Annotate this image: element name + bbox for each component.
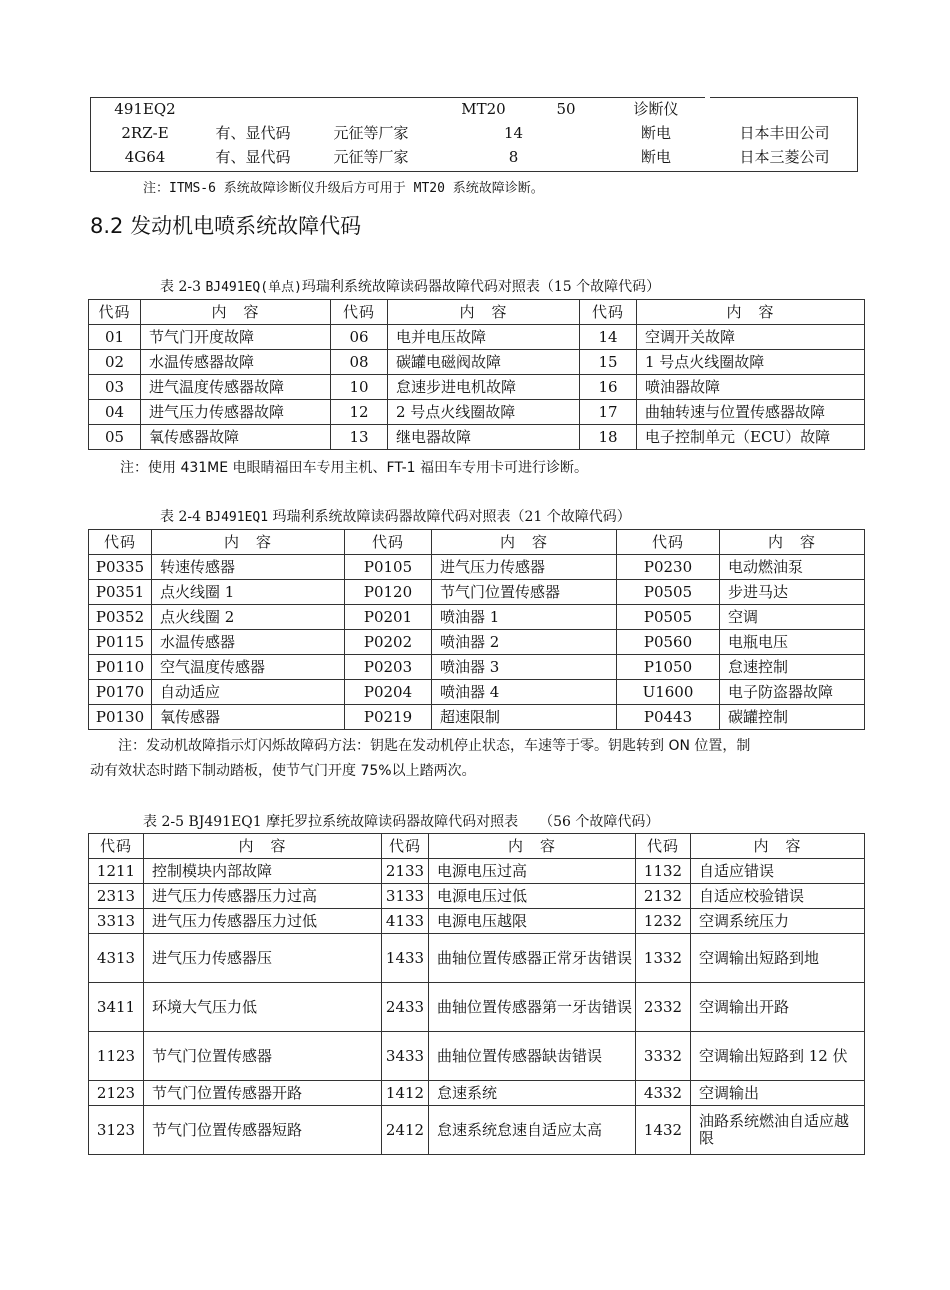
description-cell: 空调输出开路 xyxy=(691,983,865,1032)
table-row xyxy=(89,909,865,934)
cell: 诊断仪 xyxy=(633,99,679,118)
code-cell: P0560 xyxy=(617,630,720,655)
caption-title: 摩托罗拉系统故障读码器故障代码对照表 （56 个故障代码） xyxy=(261,814,660,830)
table-row xyxy=(89,1106,865,1155)
note-line: 注：发动机故障指示灯闪烁故障码方法：钥匙在发动机停止状态，车速等于零。钥匙转到 ON 位置，制 xyxy=(118,738,751,754)
description-cell: 空调 xyxy=(720,605,865,630)
code-cell: P0203 xyxy=(345,655,432,680)
description-cell: 怠速控制 xyxy=(720,655,865,680)
caption-model: BJ491EQ1 xyxy=(205,510,269,525)
code-cell: P1050 xyxy=(617,655,720,680)
description-cell: 空调开关故障 xyxy=(637,325,865,350)
cell xyxy=(306,97,436,121)
caption-prefix: 表 2-4 xyxy=(160,509,206,525)
code-cell: 1433 xyxy=(382,934,429,983)
table-note: 注：使用 431ME 电眼睛福田车专用主机、FT-1 福田车专用卡可进行诊断。 xyxy=(120,460,589,476)
description-cell: 空调输出短路到地 xyxy=(691,934,865,983)
table-row xyxy=(89,400,865,425)
table-row xyxy=(89,983,865,1032)
fault-code-table-2-5 xyxy=(88,833,865,1155)
cell xyxy=(200,97,306,121)
description-cell: 节气门位置传感器 xyxy=(144,1032,382,1081)
description-cell: 节气门位置传感器短路 xyxy=(144,1106,382,1155)
code-cell: 01 xyxy=(89,325,141,350)
cell xyxy=(531,121,601,145)
code-cell: 2412 xyxy=(382,1106,429,1155)
code-cell: P0443 xyxy=(617,705,720,730)
description-cell: 怠速系统怠速自适应太高 xyxy=(429,1106,636,1155)
description-cell: 空调系统压力 xyxy=(691,909,865,934)
column-header: 内 容 xyxy=(637,300,865,325)
code-cell: 18 xyxy=(580,425,637,450)
description-cell: 电子控制单元（ECU）故障 xyxy=(637,425,865,450)
cell: 50 xyxy=(556,99,576,118)
description-cell: 喷油器 1 xyxy=(432,605,617,630)
description-cell: 曲轴位置传感器缺齿错误 xyxy=(429,1032,636,1081)
column-header: 内 容 xyxy=(432,530,617,555)
description-cell: 进气压力传感器故障 xyxy=(141,400,331,425)
table-row xyxy=(89,680,865,705)
code-cell: 14 xyxy=(580,325,637,350)
cell: 日本三菱公司 xyxy=(739,147,830,166)
table-row xyxy=(89,884,865,909)
table-caption xyxy=(160,276,660,296)
code-cell: 3133 xyxy=(382,884,429,909)
code-cell: 1211 xyxy=(89,859,144,884)
column-header: 内 容 xyxy=(141,300,331,325)
code-cell: P0219 xyxy=(345,705,432,730)
cell: 14 xyxy=(503,123,524,142)
column-header: 代码 xyxy=(345,530,432,555)
column-header: 代码 xyxy=(580,300,637,325)
section-heading: 8.2 发动机电喷系统故障代码 xyxy=(90,214,362,238)
cell: 元征等厂家 xyxy=(333,123,409,142)
description-cell: 步进马达 xyxy=(720,580,865,605)
cell: MT20 xyxy=(461,99,506,118)
code-cell: 1232 xyxy=(636,909,691,934)
description-cell: 碳罐控制 xyxy=(720,705,865,730)
description-cell: 水温传感器故障 xyxy=(141,350,331,375)
code-cell: 3411 xyxy=(89,983,144,1032)
cell: 有、显代码 xyxy=(215,147,291,166)
description-cell: 自动适应 xyxy=(152,680,345,705)
code-cell: 1123 xyxy=(89,1032,144,1081)
code-cell: P0120 xyxy=(345,580,432,605)
code-cell: 2313 xyxy=(89,884,144,909)
column-header: 代码 xyxy=(89,834,144,859)
code-cell: 4313 xyxy=(89,934,144,983)
code-cell: 03 xyxy=(89,375,141,400)
table-note xyxy=(90,734,860,784)
description-cell: 1 号点火线圈故障 xyxy=(637,350,865,375)
description-cell: 控制模块内部故障 xyxy=(144,859,382,884)
description-cell: 电动燃油泵 xyxy=(720,555,865,580)
code-cell: 1132 xyxy=(636,859,691,884)
cell: 4G64 xyxy=(124,147,166,166)
cell: 491EQ2 xyxy=(114,99,176,118)
description-cell: 电源电压越限 xyxy=(429,909,636,934)
code-cell: P0335 xyxy=(89,555,152,580)
table-row xyxy=(90,121,858,145)
code-cell: P0204 xyxy=(345,680,432,705)
description-cell: 曲轴位置传感器第一牙齿错误 xyxy=(429,983,636,1032)
code-cell: 05 xyxy=(89,425,141,450)
caption-title: 玛瑞利系统故障读码器故障代码对照表（21 个故障代码） xyxy=(268,509,631,525)
table-header-row xyxy=(89,300,865,325)
code-cell: 2133 xyxy=(382,859,429,884)
description-cell: 怠速步进电机故障 xyxy=(388,375,580,400)
engine-diagnosis-table-fragment xyxy=(90,97,858,169)
cell xyxy=(711,97,858,121)
description-cell: 电源电压过低 xyxy=(429,884,636,909)
description-cell: 进气压力传感器压 xyxy=(144,934,382,983)
code-cell: P0170 xyxy=(89,680,152,705)
code-cell: 4133 xyxy=(382,909,429,934)
code-cell: P0115 xyxy=(89,630,152,655)
table-row xyxy=(89,580,865,605)
fault-code-table-2-3 xyxy=(88,299,865,450)
cell: 2RZ-E xyxy=(121,123,169,142)
column-header: 内 容 xyxy=(429,834,636,859)
code-cell: P0505 xyxy=(617,580,720,605)
code-cell: 3123 xyxy=(89,1106,144,1155)
description-cell: 空调输出短路到 12 伏 xyxy=(691,1032,865,1081)
code-cell: 3332 xyxy=(636,1032,691,1081)
description-cell: 自适应错误 xyxy=(691,859,865,884)
code-cell: P0130 xyxy=(89,705,152,730)
table-row xyxy=(89,859,865,884)
cell: 元征等厂家 xyxy=(333,147,409,166)
table-row xyxy=(89,555,865,580)
column-header: 代码 xyxy=(331,300,388,325)
table-caption xyxy=(143,811,659,831)
table-row xyxy=(89,934,865,983)
description-cell: 喷油器 4 xyxy=(432,680,617,705)
cell: 日本丰田公司 xyxy=(739,123,830,142)
description-cell: 氧传感器 xyxy=(152,705,345,730)
fault-code-table-2-4 xyxy=(88,529,865,730)
code-cell: 4332 xyxy=(636,1081,691,1106)
column-header: 代码 xyxy=(89,530,152,555)
description-cell: 电源电压过高 xyxy=(429,859,636,884)
table-row xyxy=(89,1081,865,1106)
code-cell: 3313 xyxy=(89,909,144,934)
description-cell: 进气压力传感器压力过低 xyxy=(144,909,382,934)
table-row xyxy=(89,375,865,400)
table-row xyxy=(89,655,865,680)
code-cell: 16 xyxy=(580,375,637,400)
column-header: 内 容 xyxy=(720,530,865,555)
code-cell: 17 xyxy=(580,400,637,425)
description-cell: 水温传感器 xyxy=(152,630,345,655)
code-cell: 10 xyxy=(331,375,388,400)
cell: 断电 xyxy=(640,123,671,142)
code-cell: P0201 xyxy=(345,605,432,630)
code-cell: 04 xyxy=(89,400,141,425)
description-cell: 喷油器 2 xyxy=(432,630,617,655)
table-row xyxy=(90,145,858,169)
column-header: 内 容 xyxy=(691,834,865,859)
description-cell: 节气门位置传感器 xyxy=(432,580,617,605)
description-cell: 进气压力传感器压力过高 xyxy=(144,884,382,909)
code-cell: P0351 xyxy=(89,580,152,605)
description-cell: 自适应校验错误 xyxy=(691,884,865,909)
description-cell: 超速限制 xyxy=(432,705,617,730)
code-cell: P0230 xyxy=(617,555,720,580)
table-header-row xyxy=(89,834,865,859)
description-cell: 曲轴转速与位置传感器故障 xyxy=(637,400,865,425)
code-cell: 02 xyxy=(89,350,141,375)
description-cell: 电并电压故障 xyxy=(388,325,580,350)
description-cell: 怠速系统 xyxy=(429,1081,636,1106)
description-cell: 节气门开度故障 xyxy=(141,325,331,350)
description-cell: 喷油器故障 xyxy=(637,375,865,400)
description-cell: 点火线圈 1 xyxy=(152,580,345,605)
description-cell: 环境大气压力低 xyxy=(144,983,382,1032)
table-row xyxy=(89,1032,865,1081)
code-cell: 2433 xyxy=(382,983,429,1032)
description-cell: 节气门位置传感器开路 xyxy=(144,1081,382,1106)
column-header: 内 容 xyxy=(144,834,382,859)
column-header: 代码 xyxy=(382,834,429,859)
description-cell: 转速传感器 xyxy=(152,555,345,580)
code-cell: 15 xyxy=(580,350,637,375)
table-row xyxy=(89,605,865,630)
code-cell: 06 xyxy=(331,325,388,350)
cell: 断电 xyxy=(640,147,671,166)
description-cell: 曲轴位置传感器正常牙齿错误 xyxy=(429,934,636,983)
table-caption xyxy=(160,506,631,526)
table-row xyxy=(89,630,865,655)
table-row xyxy=(89,705,865,730)
description-cell: 喷油器 3 xyxy=(432,655,617,680)
description-cell: 点火线圈 2 xyxy=(152,605,345,630)
column-header: 代码 xyxy=(89,300,141,325)
column-header: 代码 xyxy=(617,530,720,555)
table-row xyxy=(89,350,865,375)
description-cell: 电瓶电压 xyxy=(720,630,865,655)
code-cell: P0110 xyxy=(89,655,152,680)
code-cell: 13 xyxy=(331,425,388,450)
table-note: 注：ITMS-6 系统故障诊断仪升级后方可用于 MT20 系统故障诊断。 xyxy=(143,181,544,196)
cell: 8 xyxy=(508,147,519,166)
code-cell: 1432 xyxy=(636,1106,691,1155)
caption-title: 玛瑞利系统故障读码器故障代码对照表（15 个故障代码） xyxy=(301,279,661,295)
description-cell: 空气温度传感器 xyxy=(152,655,345,680)
note-line: 动有效状态时踏下制动踏板，使节气门开度 75%以上踏两次。 xyxy=(90,763,476,779)
caption-prefix: 表 2-5 xyxy=(143,814,189,830)
description-cell: 电子防盗器故障 xyxy=(720,680,865,705)
code-cell: 2123 xyxy=(89,1081,144,1106)
code-cell: 1332 xyxy=(636,934,691,983)
caption-model: BJ491EQ1 xyxy=(188,814,262,830)
cell xyxy=(531,145,601,169)
code-cell: P0505 xyxy=(617,605,720,630)
description-cell: 进气压力传感器 xyxy=(432,555,617,580)
column-header: 内 容 xyxy=(152,530,345,555)
code-cell: 2332 xyxy=(636,983,691,1032)
code-cell: P0105 xyxy=(345,555,432,580)
description-cell: 油路系统燃油自适应越限 xyxy=(691,1106,865,1155)
code-cell: U1600 xyxy=(617,680,720,705)
table-header-row xyxy=(89,530,865,555)
column-header: 代码 xyxy=(636,834,691,859)
caption-model: BJ491EQ(单点) xyxy=(205,280,302,295)
code-cell: P0352 xyxy=(89,605,152,630)
table-row xyxy=(90,97,858,121)
description-cell: 2 号点火线圈故障 xyxy=(388,400,580,425)
code-cell: 08 xyxy=(331,350,388,375)
caption-prefix: 表 2-3 xyxy=(160,279,206,295)
code-cell: 1412 xyxy=(382,1081,429,1106)
table-row xyxy=(89,425,865,450)
description-cell: 继电器故障 xyxy=(388,425,580,450)
code-cell: 12 xyxy=(331,400,388,425)
table-row xyxy=(89,325,865,350)
code-cell: 2132 xyxy=(636,884,691,909)
description-cell: 碳罐电磁阀故障 xyxy=(388,350,580,375)
code-cell: 3433 xyxy=(382,1032,429,1081)
cell: 有、显代码 xyxy=(215,123,291,142)
description-cell: 空调输出 xyxy=(691,1081,865,1106)
description-cell: 进气温度传感器故障 xyxy=(141,375,331,400)
description-cell: 氧传感器故障 xyxy=(141,425,331,450)
column-header: 内 容 xyxy=(388,300,580,325)
code-cell: P0202 xyxy=(345,630,432,655)
